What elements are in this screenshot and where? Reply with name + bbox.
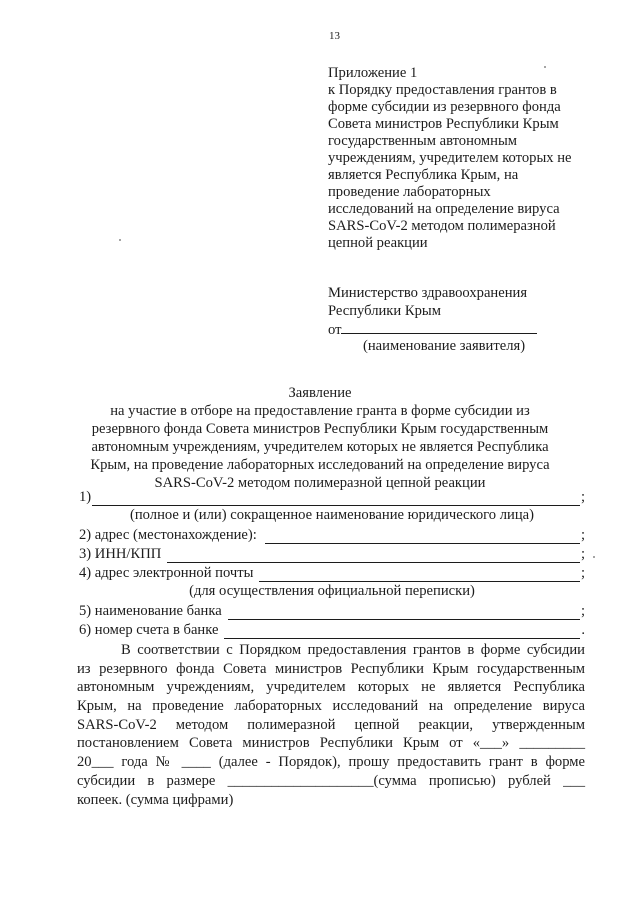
field-account-number [79,620,585,639]
paragraph-line: из резервного фонда Совета министров Республики Крым государственным [77,660,585,677]
scan-speck [593,556,595,558]
field-label: 1) [79,489,92,505]
field-end-mark: ; [580,527,585,543]
inn-kpp-blank[interactable] [167,549,580,563]
paragraph-line: субсидии в размере ____________________(сумма прописью) рублей ___ [77,772,585,789]
appendix-line: проведение лабораторных [328,184,491,200]
appendix-header [328,64,571,251]
appendix-line: форме субсидии из резервного фонда [328,99,561,115]
paragraph-line: 20___ года № ____ (далее - Порядок), прошу предоставить грант в форме [77,754,585,771]
appendix-line: учреждениям, учредителем которых не [328,150,572,166]
statement-line: SARS-CoV-2 методом полимеразной цепной реакции [154,475,486,491]
statement-title: Заявление [288,385,352,401]
field-address [79,525,585,544]
statement-line: автономным учреждениям, учредителем которых не является Республика [91,439,549,455]
appendix-line: является Республика Крым, на [328,167,519,183]
applicant-fields [79,487,585,639]
field-end-mark: ; [580,565,585,581]
statement-line: Крым, на проведение лабораторных исследований на определение вируса [90,457,550,473]
page-number: 13 [329,30,340,42]
paragraph-line: автономным учреждениям, учредителем которых не является Республика [77,679,585,696]
address-blank[interactable] [265,530,580,544]
appendix-line: цепной реакции [328,235,428,251]
paragraph-line: Крым, на проведение лабораторных исследований на определение вируса [77,698,585,715]
paragraph-line: постановлением Совета министров Республики Крым от «___» _________ [77,735,585,752]
field-label: 5) наименование банка [79,603,222,619]
paragraph-line: SARS-CoV-2 методом полимеразной цепной реакции, утвержденным [77,716,585,733]
account-number-blank[interactable] [224,625,580,639]
addressee-line-2: Республики Крым [328,302,441,319]
appendix-line: Приложение 1 [328,65,418,81]
field-note: (полное и (или) сокращенное наименование юридического лица) [130,507,534,523]
applicant-note: (наименование заявителя) [363,337,526,354]
statement-line: резервного фонда Совета министров Республики Крым государственным [91,421,549,437]
legal-name-blank[interactable] [92,492,580,506]
field-end-mark: ; [580,489,585,505]
field-end-mark: . [581,622,585,638]
statement-line: на участие в отборе на предоставление гранта в форме субсидии из [110,403,530,419]
bank-name-blank[interactable] [228,606,580,620]
appendix-line: к Порядку предоставления грантов в [328,82,557,98]
field-label: 6) номер счета в банке [79,622,219,638]
scan-speck [119,239,121,241]
field-label: 3) ИНН/КПП [79,546,162,562]
applicant-row [328,319,537,337]
appendix-line: Совета министров Республики Крым [328,116,559,132]
addressee-line-1: Министерство здравоохранения [328,285,528,301]
scan-speck [544,66,546,68]
appendix-line: SARS-CoV-2 методом полимеразной [328,218,556,234]
addressee-block [328,284,537,354]
field-inn-kpp [79,544,585,563]
applicant-name-blank[interactable] [341,319,537,334]
field-bank-name [79,601,585,620]
appendix-line: государственным автономным [328,133,517,149]
from-label: от [328,322,342,338]
paragraph-line: копеек. (сумма цифрами) [77,791,234,808]
email-blank[interactable] [259,568,580,582]
field-note: (для осуществления официальной переписки) [189,583,475,599]
field-legal-name [79,487,585,506]
statement-heading [60,384,580,492]
appendix-line: исследований на определение вируса [328,201,560,217]
field-end-mark: ; [580,546,585,562]
request-paragraph [77,641,585,809]
paragraph-line: В соответствии с Порядком предоставления грантов в форме субсидии [121,642,585,658]
field-label: 2) адрес (местонахождение): [79,527,257,543]
field-email [79,563,585,582]
field-label: 4) адрес электронной почты [79,565,254,581]
field-end-mark: ; [580,603,585,619]
